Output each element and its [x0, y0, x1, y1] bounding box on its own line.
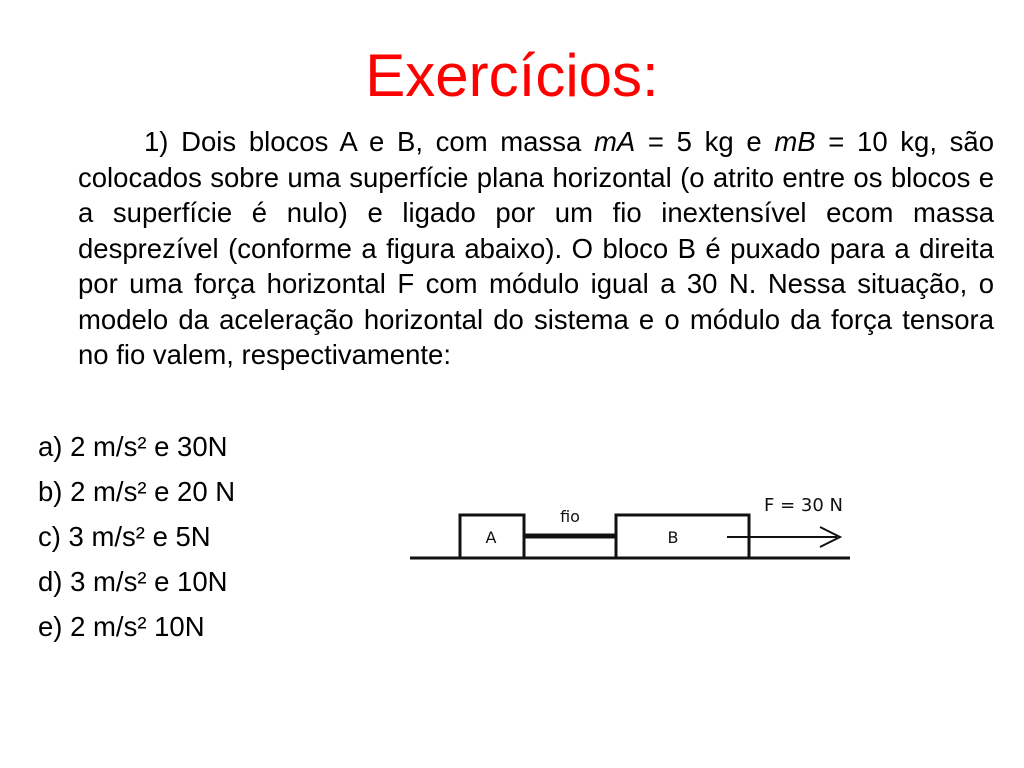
question-text-part-1: 1) Dois blocos A e B, com massa [144, 126, 594, 157]
option-c: c) 3 m/s² e 5N [38, 521, 211, 552]
answer-options [38, 424, 235, 649]
mass-a-symbol: mA [593, 126, 636, 157]
question-text [78, 124, 994, 373]
blocks-figure [405, 485, 875, 575]
option-a: a) 2 m/s² e 30N [38, 431, 228, 462]
question-text-part-3: = 10 kg, são colocados sobre uma superfície plana horizontal (o atrito entre os blocos e a superfície é nulo) e ligado por um fio inextensível ecom massa desprezível (conforme a figura abaixo). O bloco B é puxado para a direita por uma força horizontal F com módulo igual a 30 N. Nessa situação, o modelo da aceleração horizontal do sistema e o módulo da força tensora no fio valem, respectivamente: [78, 126, 994, 370]
block-b-label: B [667, 528, 679, 547]
option-d: d) 3 m/s² e 10N [38, 566, 228, 597]
question-text-part-2: = 5 kg e [635, 126, 775, 157]
force-label: F = 30 N [764, 495, 843, 516]
slide-title: Exercícios: [365, 42, 659, 109]
mass-b-symbol: mB [774, 126, 816, 157]
option-b: b) 2 m/s² e 20 N [38, 476, 236, 507]
block-a-label: A [485, 528, 497, 547]
blocks-diagram [405, 485, 875, 570]
string-label: fio [560, 507, 580, 526]
option-e: e) 2 m/s² 10N [38, 611, 205, 642]
